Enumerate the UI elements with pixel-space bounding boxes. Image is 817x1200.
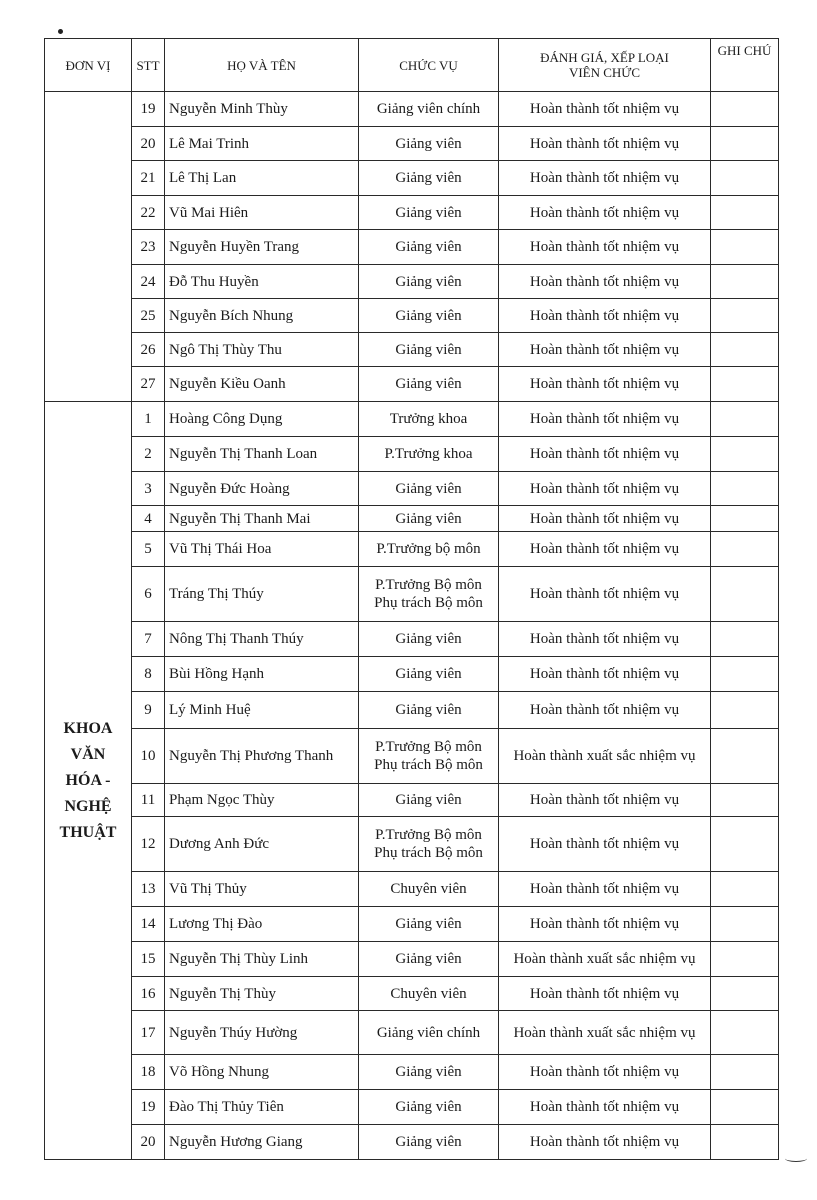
- row-name: Đào Thị Thủy Tiên: [165, 1090, 359, 1125]
- row-stt: 21: [132, 161, 165, 196]
- header-stt: STT: [132, 39, 165, 92]
- row-evaluation: Hoàn thành tốt nhiệm vụ: [499, 367, 711, 402]
- row-stt: 4: [132, 506, 165, 532]
- unit-line: VĂN: [70, 745, 106, 763]
- table-row: [45, 817, 779, 872]
- row-evaluation: Hoàn thành tốt nhiệm vụ: [499, 817, 711, 872]
- row-name: Phạm Ngọc Thùy: [165, 784, 359, 817]
- row-stt: 20: [132, 127, 165, 161]
- unit-line: KHOA: [63, 719, 113, 737]
- row-position-line: P.Trưởng khoa: [384, 446, 473, 462]
- row-name: Vũ Thị Thủy: [165, 872, 359, 907]
- table-row: [45, 692, 779, 729]
- table-row: [45, 127, 779, 161]
- row-evaluation: Hoàn thành tốt nhiệm vụ: [499, 657, 711, 692]
- row-position: [359, 1011, 499, 1055]
- table-row: [45, 1125, 779, 1160]
- row-stt: 20: [132, 1125, 165, 1160]
- row-name: Lê Mai Trinh: [165, 127, 359, 161]
- row-name: Vũ Thị Thái Hoa: [165, 532, 359, 567]
- row-name: Nguyễn Thị Thanh Loan: [165, 437, 359, 472]
- row-stt: 17: [132, 1011, 165, 1055]
- row-position-line: Giảng viên chính: [376, 1024, 481, 1041]
- row-position: [359, 506, 499, 532]
- row-evaluation: Hoàn thành tốt nhiệm vụ: [499, 1125, 711, 1160]
- row-position-line: P.Trưởng Bộ môn: [375, 739, 482, 755]
- row-stt: 15: [132, 942, 165, 977]
- row-stt: 16: [132, 977, 165, 1011]
- unit-line: THUẬT: [59, 823, 117, 841]
- row-position-line: P.Trưởng Bộ môn: [375, 577, 482, 593]
- row-evaluation: Hoàn thành tốt nhiệm vụ: [499, 161, 711, 196]
- row-position: [359, 729, 499, 784]
- row-note: [711, 907, 779, 942]
- table-row: [45, 333, 779, 367]
- row-evaluation: Hoàn thành tốt nhiệm vụ: [499, 622, 711, 657]
- row-note: [711, 1125, 779, 1160]
- row-position: [359, 567, 499, 622]
- row-position: [359, 299, 499, 333]
- row-position: [359, 472, 499, 506]
- row-position-line: Giảng viên: [395, 951, 462, 967]
- row-name: Dương Anh Đức: [165, 817, 359, 872]
- table-row: [45, 161, 779, 196]
- row-position-line: Giảng viên: [395, 376, 462, 392]
- row-stt: 18: [132, 1055, 165, 1090]
- table-row: [45, 622, 779, 657]
- row-position: [359, 692, 499, 729]
- row-position-line: Giảng viên: [395, 307, 462, 324]
- row-evaluation: Hoàn thành tốt nhiệm vụ: [499, 692, 711, 729]
- row-position-line-2: Phụ trách Bộ môn: [374, 595, 483, 611]
- row-stt: 23: [132, 230, 165, 265]
- row-position-line: Giảng viên: [395, 916, 462, 932]
- row-name: Lương Thị Đào: [165, 907, 359, 942]
- row-evaluation: Hoàn thành tốt nhiệm vụ: [499, 567, 711, 622]
- header-row: [45, 39, 779, 92]
- row-evaluation: Hoàn thành tốt nhiệm vụ: [499, 907, 711, 942]
- row-position: [359, 1055, 499, 1090]
- row-position-line: Giảng viên: [395, 1134, 462, 1150]
- row-position-line: Trưởng khoa: [389, 411, 468, 427]
- row-evaluation: Hoàn thành tốt nhiệm vụ: [499, 299, 711, 333]
- row-position: [359, 265, 499, 299]
- row-stt: 9: [132, 692, 165, 729]
- row-stt: 3: [132, 472, 165, 506]
- row-stt: 19: [132, 1090, 165, 1125]
- row-note: [711, 265, 779, 299]
- row-note: [711, 127, 779, 161]
- row-note: [711, 402, 779, 437]
- row-position: [359, 622, 499, 657]
- header-name: HỌ VÀ TÊN: [165, 39, 359, 92]
- row-position-line: Giảng viên: [395, 1064, 462, 1080]
- row-note: [711, 729, 779, 784]
- row-position-line: Giảng viên: [395, 135, 462, 152]
- row-evaluation: Hoàn thành tốt nhiệm vụ: [499, 1090, 711, 1125]
- row-note: [711, 506, 779, 532]
- row-position-line: Giảng viên: [395, 480, 462, 497]
- row-note: [711, 230, 779, 265]
- row-name: Nguyễn Thúy Hường: [165, 1011, 359, 1055]
- row-position-line: Giảng viên chính: [376, 101, 481, 117]
- row-note: [711, 692, 779, 729]
- table-row: [45, 402, 779, 437]
- row-name: Nguyễn Thị Thùy Linh: [165, 942, 359, 977]
- row-position-line: Giảng viên: [395, 1099, 462, 1115]
- row-position-line: Giảng viên: [395, 702, 462, 718]
- row-stt: 24: [132, 265, 165, 299]
- row-note: [711, 196, 779, 230]
- row-position: [359, 784, 499, 817]
- table-row: [45, 265, 779, 299]
- row-stt: 22: [132, 196, 165, 230]
- table-row: [45, 196, 779, 230]
- table-row: [45, 729, 779, 784]
- row-stt: 1: [132, 402, 165, 437]
- row-note: [711, 1090, 779, 1125]
- row-stt: 7: [132, 622, 165, 657]
- row-position: [359, 437, 499, 472]
- table-row: [45, 977, 779, 1011]
- scan-mark: [58, 29, 63, 34]
- row-evaluation: Hoàn thành tốt nhiệm vụ: [499, 472, 711, 506]
- row-evaluation: Hoàn thành tốt nhiệm vụ: [499, 92, 711, 127]
- row-name: Nguyễn Thị Thùy: [165, 977, 359, 1011]
- row-position: [359, 196, 499, 230]
- row-position-line: Giảng viên: [395, 273, 462, 290]
- table-row: [45, 472, 779, 506]
- row-position: [359, 161, 499, 196]
- row-note: [711, 437, 779, 472]
- row-note: [711, 161, 779, 196]
- table-row: [45, 506, 779, 532]
- row-name: Lê Thị Lan: [165, 161, 359, 196]
- table-row: [45, 367, 779, 402]
- row-position: [359, 907, 499, 942]
- unit-cell-khoa-van-hoa-nghe-thuat: [45, 402, 132, 1160]
- row-name: Võ Hồng Nhung: [165, 1055, 359, 1090]
- table-row: [45, 872, 779, 907]
- header-evaluation: [499, 39, 711, 92]
- table-row: [45, 230, 779, 265]
- row-position: [359, 977, 499, 1011]
- row-position: [359, 1125, 499, 1160]
- row-note: [711, 784, 779, 817]
- row-position-line: Giảng viên: [395, 239, 462, 255]
- row-stt: 27: [132, 367, 165, 402]
- row-position-line: Giảng viên: [395, 170, 462, 186]
- row-stt: 26: [132, 333, 165, 367]
- row-stt: 19: [132, 92, 165, 127]
- row-position-line: P.Trưởng bộ môn: [376, 541, 481, 557]
- header-unit: ĐƠN VỊ: [45, 39, 132, 92]
- row-stt: 2: [132, 437, 165, 472]
- table-row: [45, 532, 779, 567]
- row-note: [711, 472, 779, 506]
- row-stt: 14: [132, 907, 165, 942]
- row-evaluation: Hoàn thành tốt nhiệm vụ: [499, 1055, 711, 1090]
- row-note: [711, 942, 779, 977]
- row-name: Nguyễn Kiều Oanh: [165, 367, 359, 402]
- row-position: [359, 127, 499, 161]
- row-stt: 12: [132, 817, 165, 872]
- table-row: [45, 1011, 779, 1055]
- row-note: [711, 367, 779, 402]
- row-position: [359, 817, 499, 872]
- header-evaluation-line-1: ĐÁNH GIÁ, XẾP LOẠI: [540, 50, 669, 65]
- row-position: [359, 532, 499, 567]
- row-name: Nguyễn Minh Thùy: [165, 92, 359, 127]
- table-row: [45, 784, 779, 817]
- row-stt: 5: [132, 532, 165, 567]
- row-note: [711, 532, 779, 567]
- signature-mark: [785, 1155, 807, 1162]
- row-stt: 6: [132, 567, 165, 622]
- row-position: [359, 230, 499, 265]
- row-note: [711, 872, 779, 907]
- row-evaluation: Hoàn thành tốt nhiệm vụ: [499, 230, 711, 265]
- row-name: Ngô Thị Thùy Thu: [165, 333, 359, 367]
- row-evaluation: Hoàn thành tốt nhiệm vụ: [499, 333, 711, 367]
- row-evaluation: Hoàn thành tốt nhiệm vụ: [499, 872, 711, 907]
- table-row: [45, 657, 779, 692]
- row-note: [711, 977, 779, 1011]
- row-evaluation: Hoàn thành xuất sắc nhiệm vụ: [499, 942, 711, 977]
- row-evaluation: Hoàn thành tốt nhiệm vụ: [499, 265, 711, 299]
- row-position-line: Chuyên viên: [390, 985, 467, 1002]
- row-position-line: Giảng viên: [395, 792, 462, 808]
- table-row: [45, 567, 779, 622]
- row-evaluation: Hoàn thành xuất sắc nhiệm vụ: [499, 1011, 711, 1055]
- row-position-line-2: Phụ trách Bộ môn: [374, 845, 483, 861]
- row-position-line: Giảng viên: [395, 631, 462, 647]
- row-position: [359, 1090, 499, 1125]
- row-name: Bùi Hồng Hạnh: [165, 657, 359, 692]
- table-row: [45, 1090, 779, 1125]
- unit-line: NGHỆ: [64, 797, 112, 815]
- evaluation-table: [44, 38, 779, 1160]
- unit-cell-previous: [45, 92, 132, 402]
- table-row: [45, 1055, 779, 1090]
- unit-line: HÓA -: [65, 771, 111, 789]
- row-note: [711, 333, 779, 367]
- row-position-line: Giảng viên: [395, 510, 462, 527]
- row-note: [711, 299, 779, 333]
- table-row: [45, 92, 779, 127]
- row-position-line: Chuyên viên: [390, 881, 467, 897]
- row-position: [359, 872, 499, 907]
- row-name: Tráng Thị Thúy: [165, 567, 359, 622]
- row-position: [359, 333, 499, 367]
- row-name: Nguyễn Thị Phương Thanh: [165, 729, 359, 784]
- row-evaluation: Hoàn thành xuất sắc nhiệm vụ: [499, 729, 711, 784]
- row-name: Nguyễn Huyền Trang: [165, 230, 359, 265]
- header-evaluation-line-2: VIÊN CHỨC: [568, 65, 641, 80]
- row-evaluation: Hoàn thành tốt nhiệm vụ: [499, 196, 711, 230]
- row-stt: 13: [132, 872, 165, 907]
- row-position: [359, 942, 499, 977]
- row-name: Nông Thị Thanh Thúy: [165, 622, 359, 657]
- row-position-line: Giảng viên: [395, 341, 462, 358]
- row-name: Hoàng Công Dụng: [165, 402, 359, 437]
- row-position-line: Giảng viên: [395, 204, 462, 221]
- row-stt: 11: [132, 784, 165, 817]
- table-row: [45, 299, 779, 333]
- header-position: CHỨC VỤ: [359, 39, 499, 92]
- row-evaluation: Hoàn thành tốt nhiệm vụ: [499, 127, 711, 161]
- row-note: [711, 92, 779, 127]
- row-name: Nguyễn Bích Nhung: [165, 299, 359, 333]
- row-position: [359, 657, 499, 692]
- row-evaluation: Hoàn thành tốt nhiệm vụ: [499, 506, 711, 532]
- header-note: GHI CHÚ: [711, 39, 779, 92]
- row-evaluation: Hoàn thành tốt nhiệm vụ: [499, 437, 711, 472]
- row-position: [359, 402, 499, 437]
- row-evaluation: Hoàn thành tốt nhiệm vụ: [499, 402, 711, 437]
- table-row: [45, 437, 779, 472]
- row-name: Nguyễn Hương Giang: [165, 1125, 359, 1160]
- row-position: [359, 367, 499, 402]
- table-row: [45, 942, 779, 977]
- row-position-line-2: Phụ trách Bộ môn: [374, 757, 483, 773]
- row-name: Vũ Mai Hiên: [165, 196, 359, 230]
- row-name: Lý Minh Huệ: [165, 692, 359, 729]
- row-stt: 10: [132, 729, 165, 784]
- row-note: [711, 1055, 779, 1090]
- row-stt: 8: [132, 657, 165, 692]
- row-note: [711, 817, 779, 872]
- row-position-line: Giảng viên: [395, 666, 462, 682]
- row-name: Nguyễn Đức Hoàng: [165, 472, 359, 506]
- row-evaluation: Hoàn thành tốt nhiệm vụ: [499, 532, 711, 567]
- table-row: [45, 907, 779, 942]
- row-position-line: P.Trưởng Bộ môn: [375, 827, 482, 843]
- row-name: Đỗ Thu Huyền: [165, 265, 359, 299]
- row-name: Nguyễn Thị Thanh Mai: [165, 506, 359, 532]
- row-position: [359, 92, 499, 127]
- row-evaluation: Hoàn thành tốt nhiệm vụ: [499, 977, 711, 1011]
- row-evaluation: Hoàn thành tốt nhiệm vụ: [499, 784, 711, 817]
- row-stt: 25: [132, 299, 165, 333]
- row-note: [711, 1011, 779, 1055]
